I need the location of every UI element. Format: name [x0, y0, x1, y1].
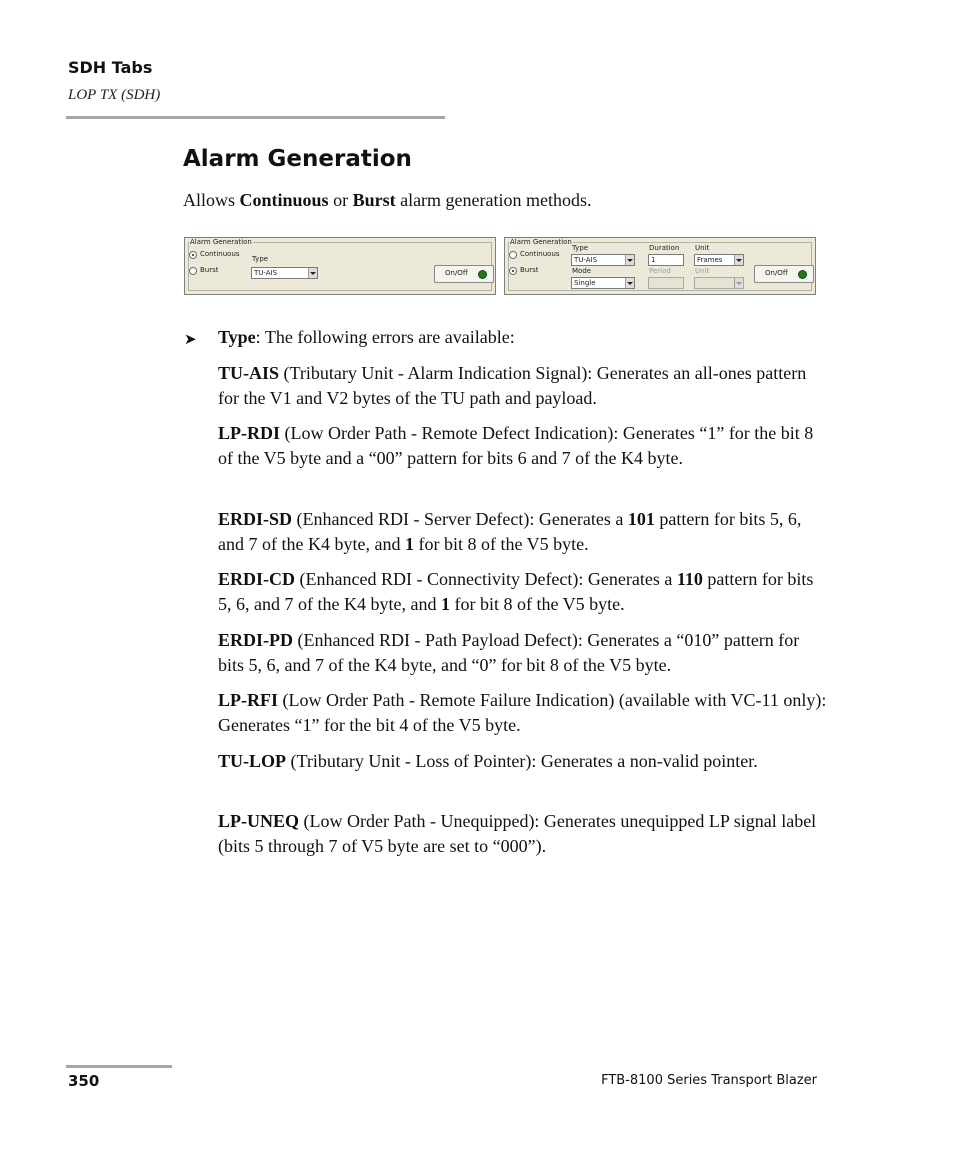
continuous-radio[interactable] — [189, 251, 197, 259]
page-heading: Alarm Generation — [183, 146, 412, 172]
unit-label: Unit — [695, 244, 710, 252]
on-off-label: On/Off — [765, 269, 788, 277]
duration-label: Duration — [649, 244, 680, 252]
type-label: Type — [572, 244, 589, 252]
bullet-desc: : The following errors are available: — [255, 327, 515, 347]
error-term: ERDI-PD — [218, 630, 293, 650]
error-term: LP-UNEQ — [218, 811, 299, 831]
error-desc: (Tributary Unit - Loss of Pointer): Generates a non-valid pointer. — [286, 751, 758, 771]
bullet-term: Type — [218, 327, 256, 347]
bullet-text — [218, 327, 515, 348]
alarm-generation-panel-burst — [504, 237, 816, 295]
error-term: LP-RFI — [218, 690, 278, 710]
section-title: SDH Tabs — [68, 58, 153, 77]
arrow-bullet-icon: ➤ — [184, 330, 197, 348]
period-unit-label: Unit — [695, 267, 710, 275]
chevron-down-icon — [734, 278, 743, 288]
error-term: TU-AIS — [218, 363, 280, 383]
on-off-label: On/Off — [445, 269, 468, 277]
chevron-down-icon — [734, 255, 743, 265]
page-number: 350 — [68, 1072, 100, 1090]
error-pattern: 101 — [627, 509, 655, 529]
error-definition — [218, 749, 828, 774]
period-label: Period — [649, 267, 671, 275]
burst-radio[interactable] — [189, 267, 197, 275]
error-bit-value: 1 — [404, 534, 414, 554]
intro-text: or — [328, 190, 353, 210]
error-desc: (Low Order Path - Remote Failure Indication) (available with VC-11 only): Generates “1” for the bit 4 of the V5 byte. — [218, 690, 827, 735]
subsection-title: LOP TX (SDH) — [68, 87, 161, 103]
status-led-icon — [478, 270, 487, 279]
error-definition — [218, 688, 828, 738]
header-rule — [66, 116, 445, 119]
error-definition — [218, 809, 828, 859]
period-unit-dropdown[interactable] — [694, 277, 744, 289]
chevron-down-icon — [625, 278, 634, 288]
mode-value: Single — [574, 279, 596, 287]
alarm-generation-panel-continuous — [184, 237, 496, 295]
continuous-radio-label: Continuous — [520, 250, 560, 258]
footer-title: FTB-8100 Series Transport Blazer — [601, 1073, 817, 1088]
mode-label: Mode — [572, 267, 592, 275]
error-desc: pattern for bits 5, 6, and 7 of the K4 byte, and — [218, 569, 814, 614]
continuous-radio[interactable] — [509, 251, 517, 259]
intro-burst: Burst — [352, 190, 396, 210]
error-desc: for bit 8 of the V5 byte. — [413, 534, 589, 554]
chevron-down-icon — [308, 268, 317, 278]
duration-value: 1 — [651, 256, 656, 264]
intro-continuous: Continuous — [239, 190, 329, 210]
type-value: TU-AIS — [254, 269, 278, 277]
error-desc: (Tributary Unit - Alarm Indication Signal): Generates an all-ones pattern for the V1 and V2 bytes of the TU path and payload. — [218, 363, 807, 408]
error-pattern: 110 — [676, 569, 703, 589]
unit-dropdown[interactable] — [694, 254, 744, 266]
unit-value: Frames — [697, 256, 723, 264]
error-desc: (Low Order Path - Remote Defect Indication): Generates “1” for the bit 8 of the V5 byte and a “00” pattern for bits 6 and 7 of the K4 byte. — [218, 423, 814, 468]
duration-input[interactable] — [648, 254, 684, 266]
error-term: LP-RDI — [218, 423, 280, 443]
on-off-button[interactable] — [434, 265, 494, 283]
type-value: TU-AIS — [574, 256, 598, 264]
error-definition — [218, 628, 828, 678]
error-desc: (Low Order Path - Unequipped): Generates unequipped LP signal label (bits 5 through 7 of V5 byte are set to “000”). — [218, 811, 817, 856]
intro-paragraph — [183, 190, 592, 211]
error-definition — [218, 507, 828, 557]
burst-radio[interactable] — [509, 267, 517, 275]
mode-dropdown[interactable] — [571, 277, 635, 289]
error-definition — [218, 567, 828, 617]
type-dropdown[interactable] — [251, 267, 318, 279]
panel-legend: Alarm Generation — [510, 238, 572, 246]
footer-rule — [66, 1065, 172, 1068]
error-desc: for bit 8 of the V5 byte. — [449, 594, 625, 614]
error-desc: (Enhanced RDI - Server Defect): Generates a — [292, 509, 628, 529]
chevron-down-icon — [625, 255, 634, 265]
on-off-button[interactable] — [754, 265, 814, 283]
error-term: ERDI-CD — [218, 569, 296, 589]
burst-radio-label: Burst — [200, 266, 219, 274]
error-desc: (Enhanced RDI - Connectivity Defect): Generates a — [295, 569, 677, 589]
panel-legend: Alarm Generation — [190, 238, 252, 246]
intro-text: Allows — [183, 190, 240, 210]
error-desc: pattern for bits 5, 6, and 7 of the K4 byte, and — [218, 509, 802, 554]
status-led-icon — [798, 270, 807, 279]
intro-text: alarm generation methods. — [395, 190, 592, 210]
continuous-radio-label: Continuous — [200, 250, 240, 258]
error-desc: (Enhanced RDI - Path Payload Defect): Generates a “010” pattern for bits 5, 6, and 7 of the K4 byte, and “0” for bit 8 of the V5 byte. — [218, 630, 800, 675]
type-label: Type — [252, 255, 269, 263]
type-dropdown[interactable] — [571, 254, 635, 266]
burst-radio-label: Burst — [520, 266, 539, 274]
error-definition — [218, 361, 828, 411]
error-definition — [218, 421, 828, 471]
error-bit-value: 1 — [440, 594, 450, 614]
error-term: ERDI-SD — [218, 509, 293, 529]
error-term: TU-LOP — [218, 751, 287, 771]
period-input[interactable] — [648, 277, 684, 289]
